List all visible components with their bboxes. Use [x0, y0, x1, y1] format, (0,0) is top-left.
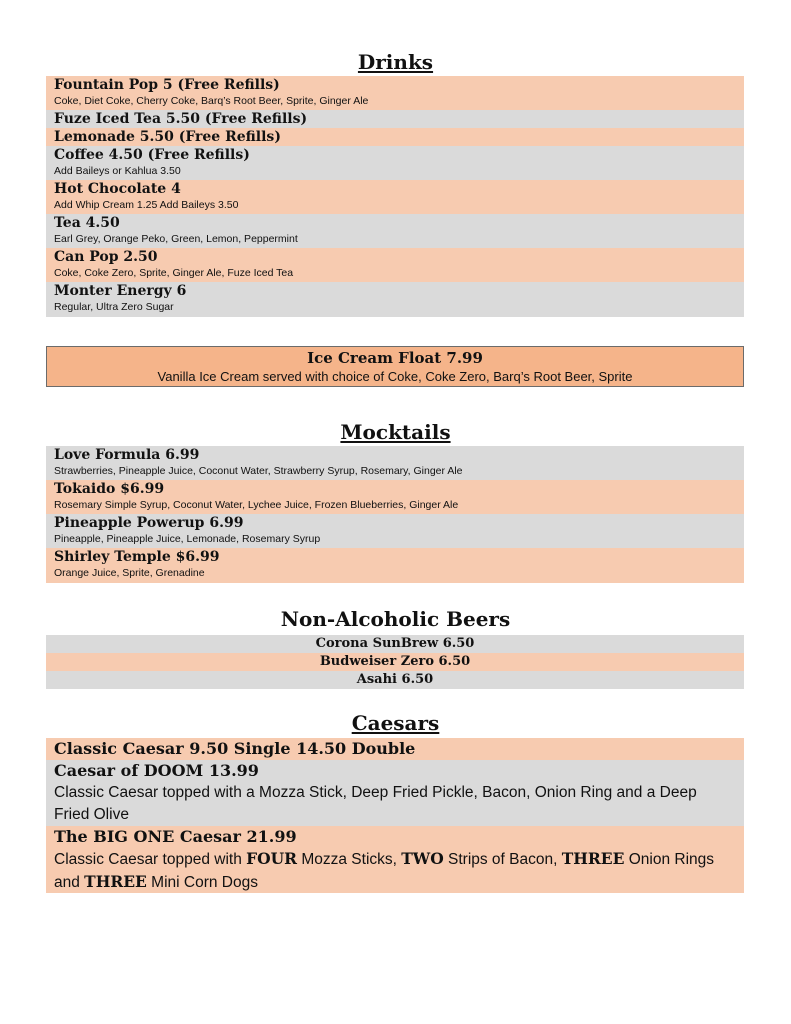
mocktails-heading: Mocktails — [340, 420, 451, 444]
desc-text: Onion Rings and — [54, 851, 715, 891]
item-name: Classic Caesar 9.50 Single 14.50 Double — [54, 739, 416, 758]
item-name: Caesar of DOOM 13.99 — [54, 761, 259, 780]
item-name: Love Formula 6.99 — [54, 447, 200, 463]
item-desc: Add Whip Cream 1.25 Add Baileys 3.50 — [54, 199, 239, 211]
menu-item — [46, 180, 744, 214]
item-desc: Strawberries, Pineapple Juice, Coconut Water, Strawberry Syrup, Rosemary, Ginger Ale — [54, 465, 463, 477]
desc-emphasis: TWO — [401, 849, 444, 868]
desc-emphasis: THREE — [84, 872, 147, 891]
item-name: Monter Energy 6 — [54, 283, 187, 299]
desc-emphasis: THREE — [561, 849, 625, 868]
menu-item — [46, 248, 744, 282]
desc-text: Strips of Bacon, — [443, 851, 562, 868]
menu-item — [46, 480, 744, 514]
menu-item — [46, 514, 744, 548]
desc-text: Classic Caesar topped with — [54, 851, 247, 868]
item-desc: Classic Caesar topped with a Mozza Stick, Deep Fried Pickle, Bacon, Onion Ring and a Deep Fried Olive — [54, 784, 697, 823]
item-name: Tokaido $6.99 — [54, 481, 165, 497]
item-name: Lemonade 5.50 (Free Refills) — [54, 129, 281, 145]
item-name: The BIG ONE Caesar 21.99 — [54, 827, 297, 846]
item-desc: Coke, Coke Zero, Sprite, Ginger Ale, Fuze Iced Tea — [54, 267, 294, 279]
menu-item — [46, 826, 744, 893]
drinks-heading: Drinks — [357, 50, 434, 74]
item-desc: Coke, Diet Coke, Cherry Coke, Barq’s Root Beer, Sprite, Ginger Ale — [54, 95, 369, 107]
item-name: Can Pop 2.50 — [54, 249, 158, 265]
item-desc — [54, 848, 736, 894]
ice-cream-float-box — [46, 346, 744, 387]
item-desc: Rosemary Simple Syrup, Coconut Water, Lychee Juice, Frozen Blueberries, Ginger Ale — [54, 499, 459, 511]
drinks-table — [46, 76, 744, 317]
item-desc: Pineapple, Pineapple Juice, Lemonade, Rosemary Syrup — [54, 533, 321, 545]
item-desc: Orange Juice, Sprite, Grenadine — [54, 567, 205, 579]
desc-text: Mozza Sticks, — [297, 851, 402, 868]
menu-item — [46, 548, 744, 583]
desc-text: Mini Corn Dogs — [146, 874, 258, 891]
menu-item — [46, 110, 744, 128]
mocktails-table — [46, 446, 744, 583]
menu-item — [46, 76, 744, 110]
menu-item — [46, 653, 744, 671]
caesars-heading: Caesars — [351, 711, 440, 735]
float-desc: Vanilla Ice Cream served with choice of Coke, Coke Zero, Barq’s Root Beer, Sprite — [157, 369, 633, 384]
item-name: Shirley Temple $6.99 — [54, 549, 220, 565]
menu-item — [46, 635, 744, 653]
caesars-table — [46, 738, 744, 893]
menu-item — [46, 128, 744, 146]
beers-table — [46, 635, 744, 689]
item-name: Coffee 4.50 (Free Refills) — [54, 147, 250, 163]
item-name: Hot Chocolate 4 — [54, 181, 181, 197]
menu-item — [46, 671, 744, 689]
beers-heading: Non-Alcoholic Beers — [280, 607, 511, 631]
item-desc: Add Baileys or Kahlua 3.50 — [54, 165, 181, 177]
menu-item — [46, 214, 744, 248]
item-name: Asahi 6.50 — [356, 672, 434, 687]
item-name: Tea 4.50 — [54, 215, 120, 231]
menu-item — [46, 446, 744, 480]
menu-item — [46, 760, 744, 826]
item-desc: Regular, Ultra Zero Sugar — [54, 301, 174, 313]
menu-item — [46, 738, 744, 760]
desc-emphasis: FOUR — [246, 849, 298, 868]
item-name: Fountain Pop 5 (Free Refills) — [54, 77, 280, 93]
float-name: Ice Cream Float 7.99 — [307, 349, 483, 367]
menu-item — [46, 282, 744, 317]
item-name: Budweiser Zero 6.50 — [319, 654, 471, 669]
item-name: Corona SunBrew 6.50 — [315, 636, 475, 651]
item-name: Pineapple Powerup 6.99 — [54, 515, 244, 531]
item-name: Fuze Iced Tea 5.50 (Free Refills) — [54, 111, 308, 127]
item-desc: Earl Grey, Orange Peko, Green, Lemon, Peppermint — [54, 233, 298, 245]
menu-item — [46, 146, 744, 180]
